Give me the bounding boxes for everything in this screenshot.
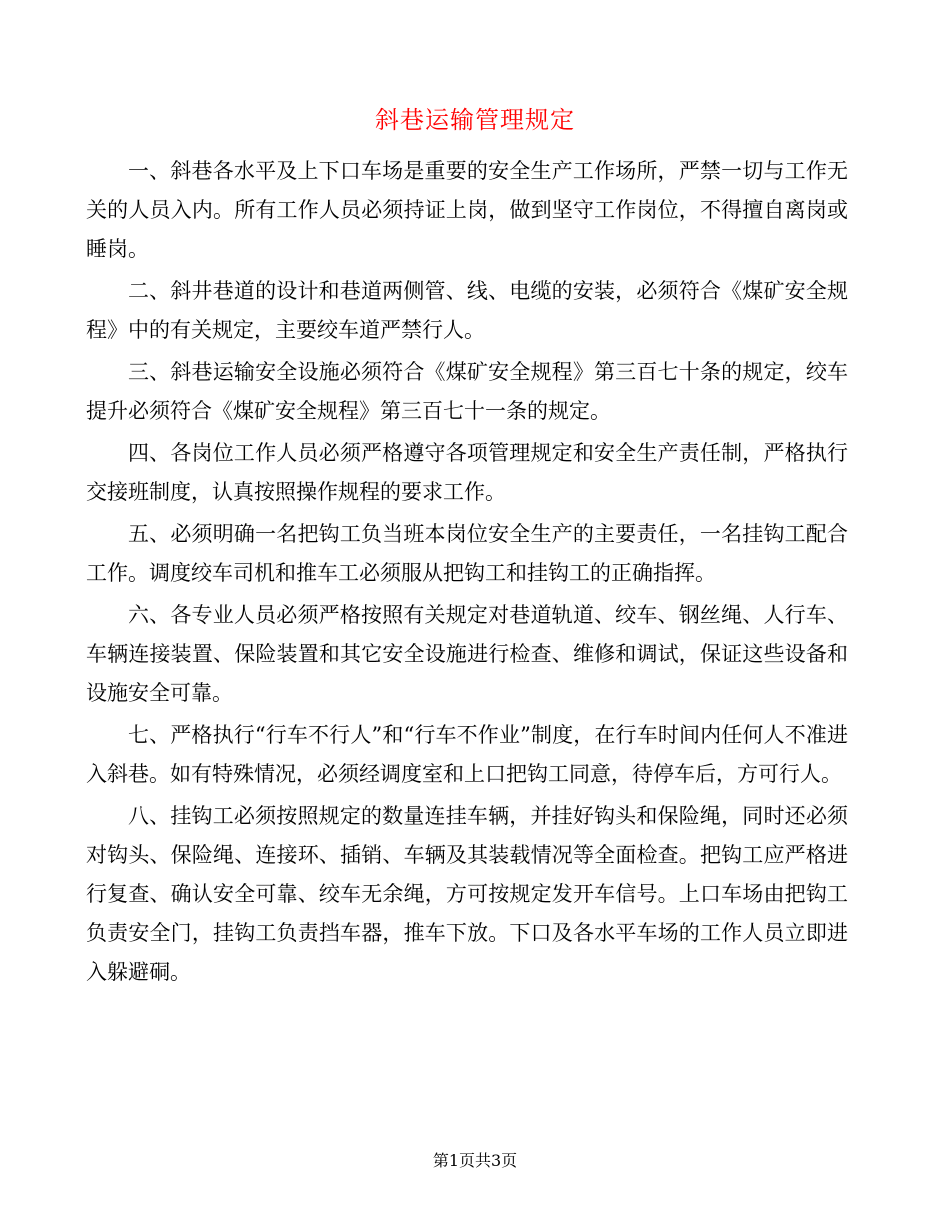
paragraph-3: 三、斜巷运输安全设施必须符合《煤矿安全规程》第三百七十条的规定，绞车提升必须符合《煤矿安全规程》第三百七十一条的规定。 [86,360,848,423]
paragraph-6: 六、各专业人员必须严格按照有关规定对巷道轨道、绞车、钢丝绳、人行车、车辆连接装置、保险装置和其它安全设施进行检查、维修和调试，保证这些设备和设施安全可靠。 [86,603,848,705]
document-title: 斜巷运输管理规定 [375,106,575,134]
page-number-footer: 第1页共3页 [432,1151,518,1170]
paragraph-7: 七、严格执行“行车不行人”和“行车不作业”制度，在行车时间内任何人不准进入斜巷。如有特殊情况，必须经调度室和上口把钩工同意，待停车后，方可行人。 [86,723,848,786]
paragraph-4: 四、各岗位工作人员必须严格遵守各项管理规定和安全生产责任制，严格执行交接班制度，认真按照操作规程的要求工作。 [86,441,848,504]
paragraph-2: 二、斜井巷道的设计和巷道两侧管、线、电缆的安装，必须符合《煤矿安全规程》中的有关规定，主要绞车道严禁行人。 [86,279,848,342]
paragraph-8: 八、挂钩工必须按照规定的数量连挂车辆，并挂好钩头和保险绳，同时还必须对钩头、保险绳、连接环、插销、车辆及其装载情况等全面检查。把钩工应严格进行复查、确认安全可靠、绞车无余绳，方可按规定发开车信号。上口车场由把钩工负责安全门，挂钩工负责挡车器，推车下放。下口及各水平车场的工作人员立即进入躲避硐。 [86,804,848,984]
document-body [86,152,848,995]
paragraph-5: 五、必须明确一名把钩工负当班本岗位安全生产的主要责任，一名挂钩工配合工作。调度绞车司机和推车工必须服从把钩工和挂钩工的正确指挥。 [86,522,848,585]
paragraph-1: 一、斜巷各水平及上下口车场是重要的安全生产工作场所，严禁一切与工作无关的人员入内。所有工作人员必须持证上岗，做到坚守工作岗位，不得擅自离岗或睡岗。 [86,159,848,261]
